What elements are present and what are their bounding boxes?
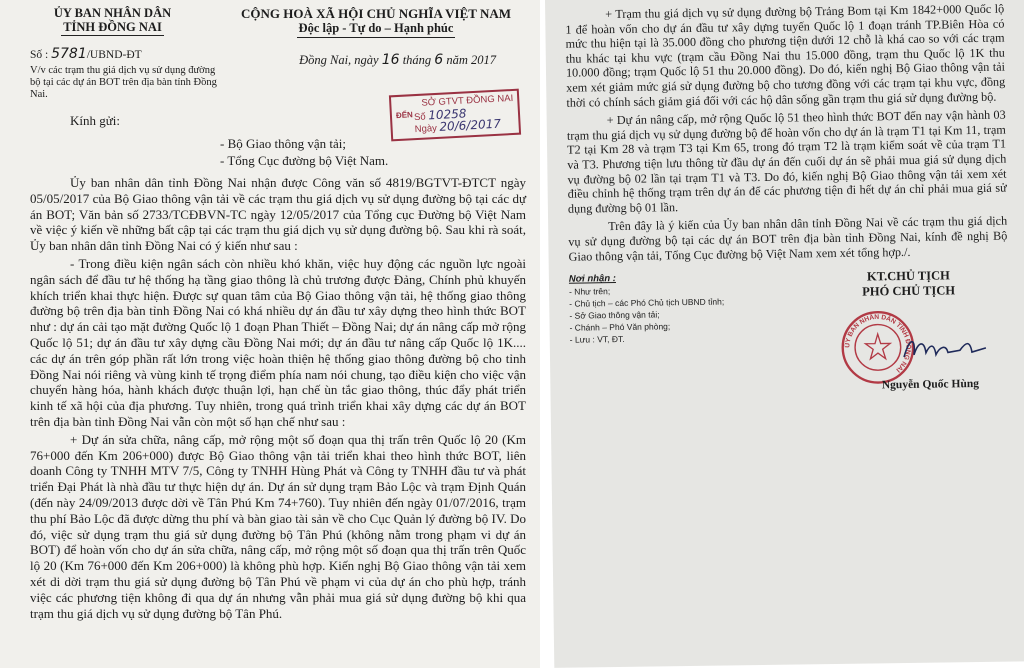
signature-block — [809, 268, 1009, 392]
recipient-item: - Bộ Giao thông vận tải; — [220, 136, 347, 151]
right-body-text — [565, 2, 1008, 264]
date-month-label: tháng — [402, 53, 432, 67]
national-motto: Độc lập - Tự do – Hạnh phúc — [297, 21, 456, 38]
doc-number-suffix: /UBND-ĐT — [86, 49, 142, 61]
left-body-text — [30, 175, 526, 621]
document-number-block — [30, 46, 217, 101]
stamp-title: SỞ GTVT ĐỒNG NAI — [421, 92, 514, 109]
cc-item: - Chủ tịch – các Phó Chủ tịch UBND tỉnh; — [569, 296, 725, 309]
body-paragraph: + Dự án nâng cấp, mở rộng Quốc lộ 51 theo hình thức BOT đến nay vận hành 03 trạm thu giá dịch vụ sử dụng đường bộ để hoàn vốn cho dự án là trạm T1 tại Km 11, trạm T2 tại Km 28 và trạm T3 tại Km 65, trong đó trạm T2 là trạm kiểm soát về của trạm T1 và T3. Phương tiện lưu thông từ đầu dự án đến cuối dự án sẽ phải mua giá sử dụng dịch vụ đường bộ 02 lần tại trạm T1 và T3. Do đó, kiến nghị Bộ Giao thông vận tải xem xét điều chỉnh hệ thống trạm trên dự án để các phương tiện đi hết dự án chỉ phải mua giá sử dụng đường bộ 01 lần. — [566, 107, 1007, 216]
national-title: CỘNG HOÀ XÃ HỘI CHỦ NGHĨA VIỆT NAM — [240, 6, 512, 21]
closing-section — [568, 268, 1009, 392]
stamp-den-label: ĐẾN — [395, 110, 414, 121]
handwritten-signature-icon — [900, 328, 991, 369]
national-block — [226, 6, 526, 38]
recipient-item: - Tổng Cục đường bộ Việt Nam. — [220, 153, 389, 168]
date-place: Đồng Nai, ngày — [299, 53, 379, 67]
doc-number-handwritten: 5781 — [51, 46, 87, 62]
cc-item: - Chánh – Phó Văn phòng; — [569, 321, 671, 333]
body-paragraph: - Trong điều kiện ngân sách còn nhiều khó khăn, việc huy động các nguồn lực ngoài ngân sách để đầu tư hệ thống hạ tầng giao thông là chủ trương được Đảng, Chính phủ khuyến khích triển khai thực hiện. Được sự quan tâm của Bộ Giao thông vận tải, hệ thống giao thông đường bộ trên địa bàn tỉnh Đồng Nai có khá nhiều dự án đầu tư xây dựng theo hình thức BOT như : dự án cải tạo mặt đường Quốc lộ 1 đoạn Phan Thiết – Đồng Nai; dự án nâng cấp mở rộng Quốc lộ 51; dự án đầu tư xây dựng cầu Đồng Nai mới; dự án đầu tư nâng cấp Quốc lộ 1K.... các dự án trên góp phần rất lớn trong việc hoàn thiện hệ thống giao thông đường bộ cho tỉnh Đồng Nai nói riêng và vùng kinh tế trọng điểm phía nam nói chung, tạo điều kiện cho việc vận chuyển hàng hóa, hành khách được thuận lợi, hạn chế ùn tắc giao thông, thúc đẩy phát triển kinh tế xã hội của địa phương. Tuy nhiên, trong quá trình triển khai xây dựng các dự án BOT trên địa bàn tỉnh Đồng Nai vẫn còn một số hạn chế như sau : — [30, 255, 526, 429]
date-month: 6 — [434, 52, 444, 68]
cc-item: - Lưu : VT, ĐT. — [569, 334, 625, 345]
page-gap — [540, 0, 545, 668]
date-day: 16 — [381, 52, 400, 68]
signer-name: Nguyễn Quốc Hùng — [881, 378, 980, 392]
agency-line2: TỈNH ĐỒNG NAI — [63, 20, 162, 34]
body-paragraph: + Trạm thu giá dịch vụ sử dụng đường bộ Trảng Bom tại Km 1842+000 Quốc lộ 1 để hoàn vốn cho dự án đầu tư xây dựng tuyến Quốc lộ 1 đoạn tránh TP.Biên Hòa có mức thu hiện tại là 35.000 đồng cho phương tiện dưới 12 chỗ là khá cao so với các trạm thu khác tại khu vực (trạm cầu Đồng Nai thu 15.000 đồng, trạm thu Quốc lộ 1K thu 10.000 đồng; trạm Quốc lộ 51 thu 20.000 đồng). Do đó, kiến nghị Bộ Giao thông vận tải xem xét giảm mức giá sử dụng đường bộ cho tương đồng với các trạm tại khu vực, đồng thời có chính sách giảm giá đối với các hộ dân sống gần trạm thu giá sử dụng đường bộ. — [565, 1, 1006, 110]
document-header — [30, 6, 526, 38]
document-subject: V/v các trạm thu giá dịch vụ sử dụng đường bộ tại các dự án BOT trên địa bàn tỉnh Đồng Nai. — [30, 65, 217, 100]
body-paragraph: + Dự án sửa chữa, nâng cấp, mở rộng một số đoạn qua thị trấn trên Quốc lộ 20 (Km 76+000 đến Km 206+000) được Bộ Giao thông vận tải triển khai theo hình thức BOT, liên doanh Công ty TNHH MTV 7/5, Công ty TNHH Hùng Phát và Công ty TNHH đầu tư và phát triển Đại Phát là nhà đầu tư thực hiện dự án. Dự án sử dụng trạm Bảo Lộc và trạm Định Quán (đến này 24/09/2013 được dời về Tân Phú Km 74+760). Tuy nhiên đến ngày 01/07/2016, trạm thu phí Bảo Lộc đã được dừng thu phí và bàn giao tài sản về cho Cục Quản lý đường bộ IV. Do đó, việc sử dụng trạm thu giá sử dụng đường bộ Tân Phú (không nằm trong phạm vi dự án BOT) để hoàn vốn cho dự án sửa chữa, nâng cấp, mở rộng một số đoạn qua thị trấn trên Quốc lộ 20 (Km 76+000 đến Km 206+000) là không phù hợp. Kiến nghị Bộ Giao thông vận tải xem xét di dời trạm thu giá sử dụng đường bộ Tân Phú về phạm vi của dự án cho phù hợp, tránh việc các phương tiện không đi qua dự án nhưng vẫn phải mua giá sử dụng đường bộ khi qua trạm thu giá dịch vụ sử dụng đường bộ Tân Phú. — [30, 431, 526, 621]
agency-line1: ỦY BAN NHÂN DÂN — [53, 6, 172, 20]
recipient-list — [220, 135, 526, 169]
kinh-gui-label: Kính gửi: — [70, 113, 121, 128]
stamp-ngay-label: Ngày — [414, 122, 438, 136]
cc-item: - Như trên; — [569, 286, 611, 297]
doc-number-prefix: Số : — [30, 49, 49, 61]
seal-text: ỦY BAN NHÂN DÂN TỈNH ĐỒNG NAI — [844, 313, 912, 374]
received-stamp — [389, 89, 521, 142]
stamp-so-value: 10258 — [427, 106, 467, 123]
noi-nhan-title: Nơi nhận : — [568, 273, 616, 285]
stamp-ngay-value: 20/6/2017 — [439, 116, 502, 134]
agency-block — [30, 6, 195, 38]
date-year: năm 2017 — [446, 53, 496, 67]
sign-title-2: PHÓ CHỦ TỊCH — [862, 283, 956, 299]
stamp-so-label: Số — [413, 111, 426, 124]
right-document-page — [545, 0, 1024, 668]
body-paragraph: Trên đây là ý kiến của Ủy ban nhân dân tỉnh Đồng Nai về các trạm thu giá dịch vụ sử dụng đường bộ tại các dự án BOT trên địa bàn tỉnh Đồng Nai, kính đề nghị Bộ Giao thông vận tải, Tổng Cục đường bộ Việt Nam xem xét tổng hợp./. — [568, 213, 1008, 264]
document-number — [30, 46, 200, 62]
recipients-cc-block — [569, 270, 810, 345]
body-paragraph: Ủy ban nhân dân tỉnh Đồng Nai nhận được Công văn số 4819/BGTVT-ĐTCT ngày 05/05/2017 của Bộ Giao thông vận tải về các trạm thu giá dịch vụ sử dụng đường bộ tại các dự án BOT; Văn bản số 2733/TCĐBVN-TC ngày 12/05/2017 của Tổng cục Đường bộ Việt Nam về việc ý kiến về những bất cập tại các trạm thu giá dịch vụ sử dụng đường bộ. Sau khi rà soát, Ủy ban nhân dân tỉnh Đồng Nai có ý kiến như sau : — [30, 175, 526, 254]
cc-item: - Sở Giao thông vận tải; — [569, 309, 660, 321]
sign-title-1: KT.CHỦ TỊCH — [866, 268, 950, 284]
